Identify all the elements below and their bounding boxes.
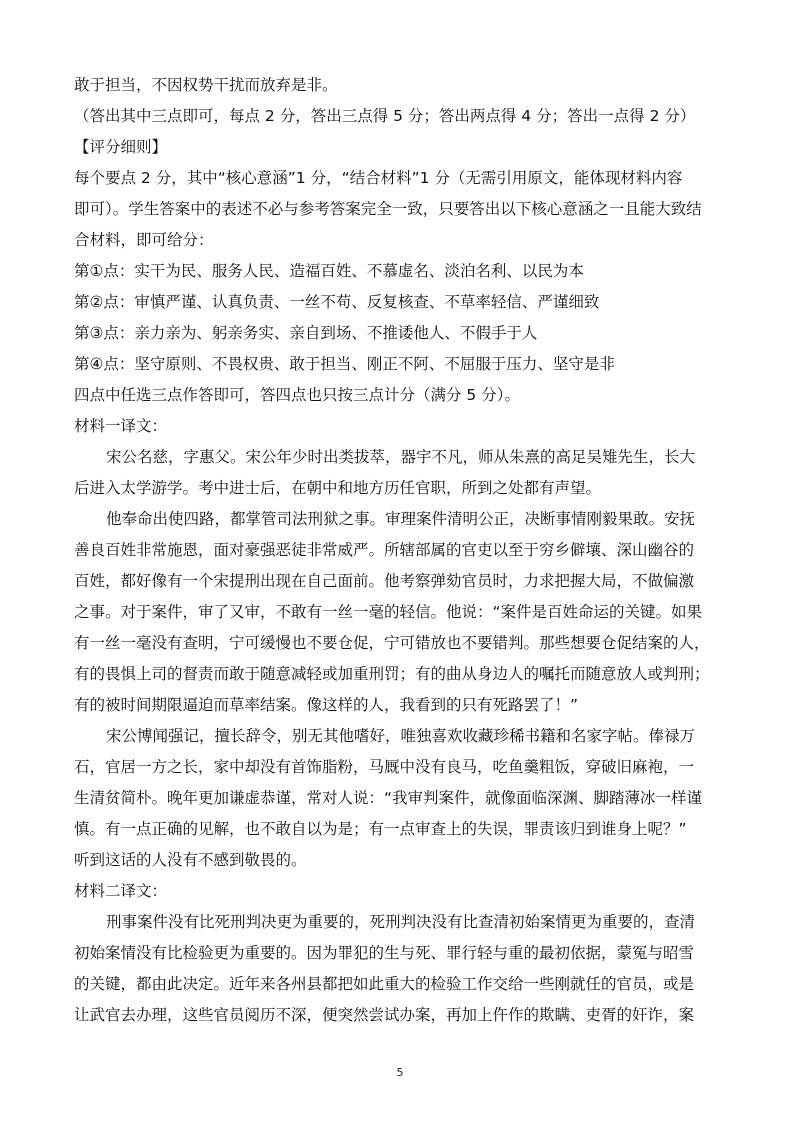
scoring-point-4: 第④点：坚守原则、不畏权贵、敢于担当、刚正不阿、不屈服于压力、坚守是非 xyxy=(74,355,615,373)
text-line: 的关键，都由此决定。近年来各州县都把如此重大的检验工作交给一些刚就任的官员，或是 xyxy=(74,975,695,993)
text-line: 石，官居一方之长，家中却没有首饰脂粉，马厩中没有良马，吃鱼羹粗饭，穿破旧麻袍，一 xyxy=(74,758,695,776)
document-body xyxy=(74,70,734,1031)
text-line: 慎。有一点正确的见解，也不敢自以为是；有一点审查上的失误，罪责该归到谁身上呢？” xyxy=(74,820,687,838)
text-line: 有的被时间期限逼迫而草率结案。像这样的人，我看到的只有死路罢了！” xyxy=(74,696,579,714)
paragraph-start: 宋公博闻强记，擅长辞令，别无其他嗜好，唯独喜欢收藏珍稀书籍和名家字帖。俸禄万 xyxy=(106,727,696,745)
text-line: （答出其中三点即可，每点 2 分，答出三点得 5 分；答出两点得 4 分；答出一点得 2 分） xyxy=(74,107,696,125)
text-line: 后进入太学游学。考中进士后，在朝中和地方历任官职，所到之处都有声望。 xyxy=(74,479,602,497)
paragraph-start: 他奉命出使四路，都掌管司法刑狱之事。审理案件清明公正，决断事情刚毅果敢。安抚 xyxy=(106,510,696,528)
text-line: 初始案情没有比检验更为重要的。因为罪犯的生与死、罪行轻与重的最初依据，蒙冤与昭雪 xyxy=(74,944,695,962)
section-heading: 材料一译文： xyxy=(74,417,168,435)
text-line: 之事。对于案件，审了又审，不敢有一丝一毫的轻信。他说：“案件是百姓命运的关键。如果 xyxy=(74,603,703,621)
text-line: 善良百姓非常施恩，面对豪强恶徒非常威严。所辖部属的官吏以至于穷乡僻壤、深山幽谷的 xyxy=(74,541,695,559)
paragraph-start: 刑事案件没有比死刑判决更为重要的，死刑判决没有比查清初始案情更为重要的，查清 xyxy=(106,913,696,931)
page-number: 5 xyxy=(396,1066,404,1079)
text-line: 四点中任选三点作答即可，答四点也只按三点计分（满分 5 分）。 xyxy=(74,386,520,404)
paragraph-start: 宋公名慈，字惠父。宋公年少时出类拔萃，器宇不凡，师从朱熹的高足吴雉先生，长大 xyxy=(106,448,696,466)
section-heading: 【评分细则】 xyxy=(74,138,168,156)
text-line: 每个要点 2 分，其中“核心意涵”1 分，“结合材料”1 分（无需引用原文，能体现材料内容 xyxy=(74,169,683,187)
text-line: 听到这话的人没有不感到敬畏的。 xyxy=(74,851,307,869)
text-line: 敢于担当，不因权势干扰而放弃是非。 xyxy=(74,76,338,94)
text-line: 百姓，都好像有一个宋提刑出现在自己面前。他考察弹劾官员时，力求把握大局，不做偏激 xyxy=(74,572,695,590)
text-line: 合材料，即可给分： xyxy=(74,231,214,249)
text-line: 有一丝一毫没有查明，宁可缓慢也不要仓促，宁可错放也不要错判。那些想要仓促结案的人， xyxy=(74,634,710,652)
text-line: 让武官去办理，这些官员阅历不深，便突然尝试办案，再加上仵作的欺瞒、吏胥的奸诈，案 xyxy=(74,1006,695,1024)
scoring-point-3: 第③点：亲力亲为、躬亲务实、亲自到场、不推诿他人、不假手于人 xyxy=(74,324,538,342)
scoring-point-1: 第①点：实干为民、服务人民、造福百姓、不慕虚名、淡泊名利、以民为本 xyxy=(74,262,584,280)
text-line: 即可）。学生答案中的表述不必与参考答案完全一致，只要答出以下核心意涵之一且能大致结 xyxy=(74,200,702,218)
scoring-point-2: 第②点：审慎严谨、认真负责、一丝不苟、反复核查、不草率轻信、严谨细致 xyxy=(74,293,600,311)
section-heading: 材料二译文： xyxy=(74,882,168,900)
text-line: 有的畏惧上司的督责而敢于随意减轻或加重刑罚；有的曲从身边人的嘱托而随意放人或判刑； xyxy=(74,665,710,683)
text-line: 生清贫简朴。晚年更加谦虚恭谨，常对人说：“我审判案件，就像面临深渊、脚踏薄冰一样谨 xyxy=(74,789,703,807)
